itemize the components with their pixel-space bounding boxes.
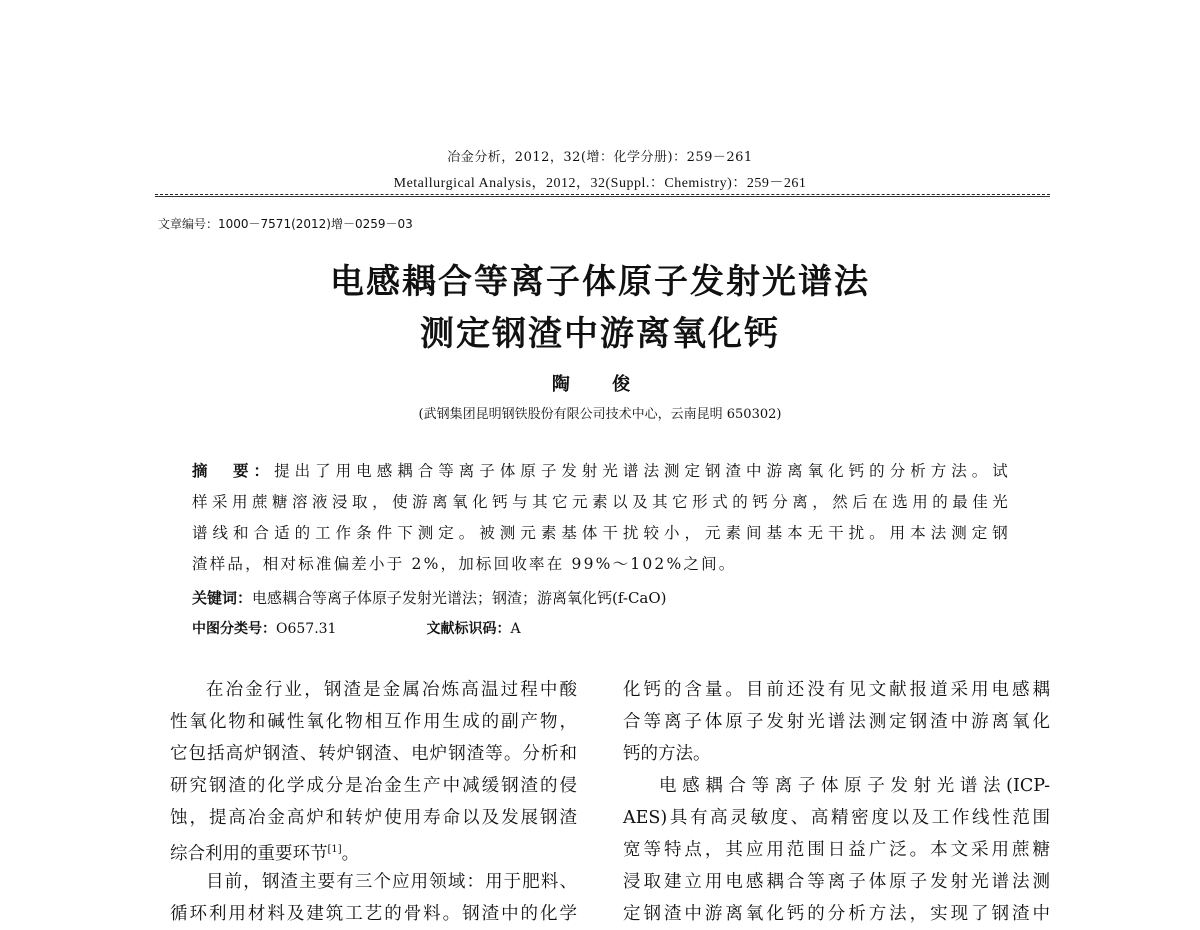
author: 陶 俊 bbox=[551, 374, 649, 395]
abstract-label: 摘 要： bbox=[192, 462, 275, 480]
body-line: 研究钢渣的化学成分是冶金生产中减缓钢渣的侵 bbox=[170, 776, 577, 796]
body-left-column bbox=[170, 674, 577, 930]
body-line: 它包括高炉钢渣、转炉钢渣、电炉钢渣等。分析和 bbox=[170, 744, 577, 764]
article-number: 文章编号：1000－7571(2012)增－0259－03 bbox=[158, 217, 413, 231]
body-line: 浸取建立用电感耦合等离子体原子发射光谱法测 bbox=[623, 872, 1050, 892]
title-line-2: 测定钢渣中游离氧化钙 bbox=[420, 314, 780, 354]
header-divider-solid bbox=[155, 196, 1050, 197]
abstract-line: 样采用蔗糖溶液浸取，使游离氧化钙与其它元素以及其它形式的钙分离，然后在选用的最佳光 bbox=[192, 493, 1010, 511]
title-line-1: 电感耦合等离子体原子发射光谱法 bbox=[330, 262, 870, 302]
body-line: AES)具有高灵敏度、高精密度以及工作线性范围 bbox=[623, 808, 1050, 828]
body-line: 目前，钢渣主要有三个应用领域：用于肥料、 bbox=[206, 872, 577, 892]
body-line: 蚀，提高冶金高炉和转炉使用寿命以及发展钢渣 bbox=[170, 808, 577, 828]
journal-header-cn: 冶金分析，2012，32(增：化学分册)：259－261 bbox=[447, 150, 753, 165]
abstract-line: 谱线和合适的工作条件下测定。被测元素基体干扰较小，元素间基本无干扰。用本法测定钢 bbox=[192, 524, 1010, 542]
body-line: 化钙的含量。目前还没有见文献报道采用电感耦 bbox=[623, 680, 1050, 700]
body-line: 宽等特点，其应用范围日益广泛。本文采用蔗糖 bbox=[623, 840, 1050, 860]
body-line: 在冶金行业，钢渣是金属冶炼高温过程中酸 bbox=[206, 680, 577, 700]
keywords-text: 电感耦合等离子体原子发射光谱法；钢渣；游离氧化钙(f-CaO) bbox=[252, 589, 667, 607]
body-line: 定钢渣中游离氧化钙的分析方法，实现了钢渣中 bbox=[623, 904, 1050, 924]
keywords bbox=[192, 587, 667, 608]
body-line: 合等离子体原子发射光谱法测定钢渣中游离氧化 bbox=[623, 712, 1050, 732]
affiliation: (武钢集团昆明钢铁股份有限公司技术中心，云南昆明 650302) bbox=[418, 407, 782, 422]
body-line: 循环利用材料及建筑工艺的骨料。钢渣中的化学 bbox=[170, 904, 577, 924]
header-divider bbox=[155, 194, 1050, 195]
body-line: 性氧化物和碱性氧化物相互作用生成的副产物， bbox=[170, 712, 577, 732]
abstract-line: 摘 要：提出了用电感耦合等离子体原子发射光谱法测定钢渣中游离氧化钙的分析方法。试 bbox=[192, 462, 1011, 480]
classification: 中图分类号：O657.31 文献标识码：A bbox=[192, 621, 521, 637]
journal-header-en: Metallurgical Analysis，2012，32(Suppl.：Chemistry)：259－261 bbox=[393, 176, 807, 191]
citation-ref: [1] bbox=[327, 844, 342, 855]
body-line: 钙的方法。 bbox=[623, 744, 711, 764]
document-code: A bbox=[510, 621, 521, 637]
abstract-line: 渣样品，相对标准偏差小于 2%，加标回收率在 99%～102%之间。 bbox=[192, 555, 737, 573]
body-line: 电感耦合等离子体原子发射光谱法(ICP- bbox=[659, 776, 1050, 796]
body-line: 综合利用的重要环节[1]。 bbox=[170, 843, 360, 864]
clc-number: O657.31 bbox=[276, 621, 337, 637]
keywords-label: 关键词： bbox=[192, 589, 253, 607]
body-right-column bbox=[623, 674, 1050, 930]
